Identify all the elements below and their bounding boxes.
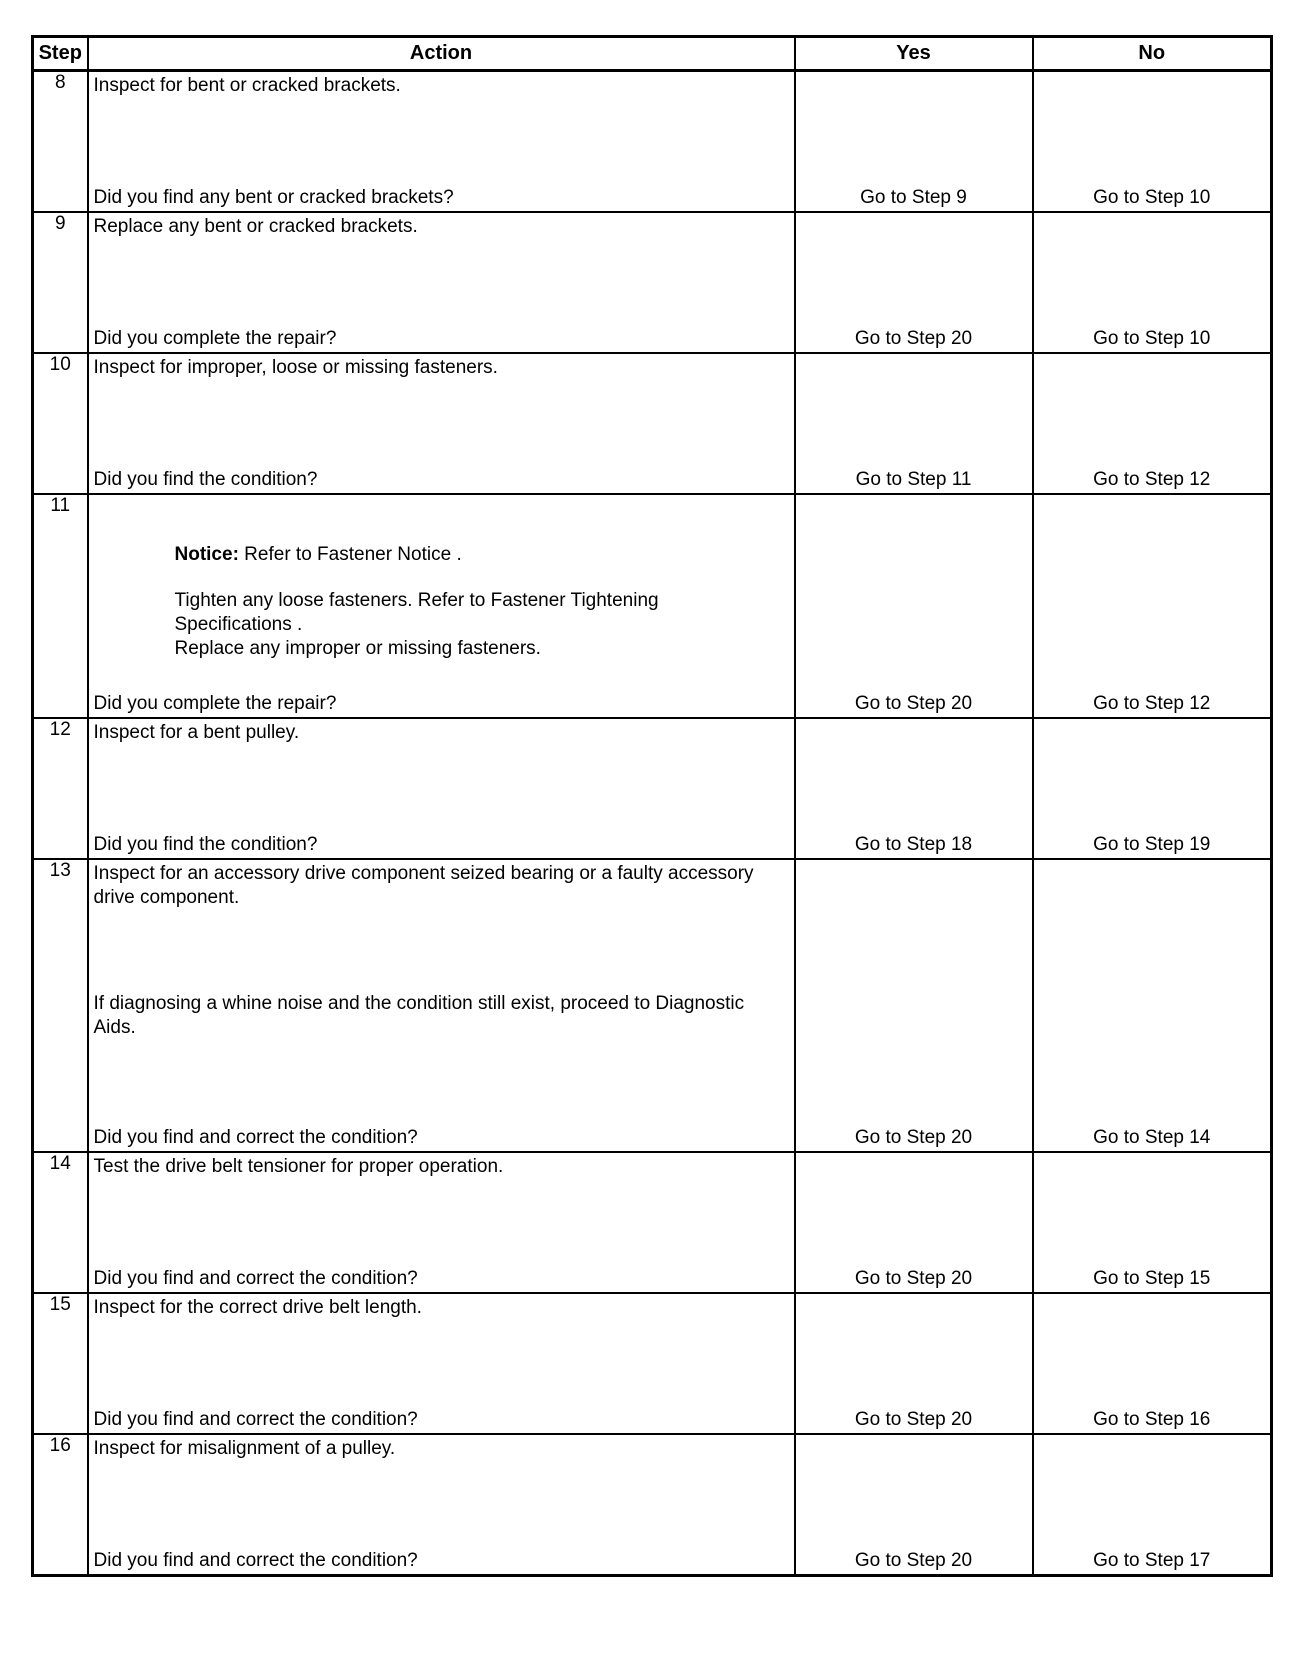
no-result: Go to Step 10 xyxy=(1093,187,1211,208)
table-row xyxy=(33,212,1272,353)
yes-cell xyxy=(795,859,1033,1152)
step-number: 16 xyxy=(33,1434,88,1576)
yes-result: Go to Step 18 xyxy=(854,834,973,855)
action-question: Did you complete the repair? xyxy=(93,328,337,349)
notice-line xyxy=(175,543,754,567)
action-cell xyxy=(88,1293,795,1434)
action-cell xyxy=(88,71,795,213)
yes-cell xyxy=(795,1293,1033,1434)
action-text: Test the drive belt tensioner for proper operation. xyxy=(93,1156,504,1177)
step-number: 8 xyxy=(33,71,88,213)
yes-cell xyxy=(795,1152,1033,1293)
header-yes: Yes xyxy=(795,37,1033,71)
yes-cell xyxy=(795,353,1033,494)
diagnostic-table xyxy=(31,35,1273,1577)
header-no: No xyxy=(1033,37,1272,71)
yes-cell xyxy=(795,718,1033,859)
step-number: 12 xyxy=(33,718,88,859)
header-step: Step xyxy=(33,37,88,71)
yes-result: Go to Step 20 xyxy=(854,1127,973,1148)
action-note: If diagnosing a whine noise and the condition still exist, proceed to Diagnostic Aids. xyxy=(93,993,745,1038)
yes-result: Go to Step 11 xyxy=(855,469,972,490)
table-row xyxy=(33,1293,1272,1434)
yes-cell xyxy=(795,71,1033,213)
action-question: Did you find and correct the condition? xyxy=(93,1127,418,1148)
no-result: Go to Step 17 xyxy=(1093,1550,1211,1571)
no-result: Go to Step 12 xyxy=(1093,469,1211,490)
table-row xyxy=(33,1434,1272,1576)
no-result: Go to Step 12 xyxy=(1093,693,1211,714)
action-cell xyxy=(88,212,795,353)
table-row xyxy=(33,494,1272,718)
action-question: Did you find the condition? xyxy=(93,469,318,490)
action-cell xyxy=(88,494,795,718)
no-cell xyxy=(1033,71,1272,213)
action-text: Inspect for misalignment of a pulley. xyxy=(93,1438,396,1459)
no-cell xyxy=(1033,1434,1272,1576)
no-result: Go to Step 16 xyxy=(1093,1409,1211,1430)
action-cell xyxy=(88,718,795,859)
yes-result: Go to Step 20 xyxy=(854,1409,973,1430)
action-cell xyxy=(88,859,795,1152)
action-question: Did you find and correct the condition? xyxy=(93,1409,418,1430)
action-text: Inspect for an accessory drive component seized bearing or a faulty accessory drive component. xyxy=(93,863,754,908)
notice-block xyxy=(175,543,754,661)
action-text: Replace any bent or cracked brackets. xyxy=(93,216,418,237)
action-question: Did you complete the repair? xyxy=(93,693,337,714)
no-result: Go to Step 19 xyxy=(1093,834,1211,855)
step-number: 14 xyxy=(33,1152,88,1293)
header-row xyxy=(33,37,1272,71)
yes-result: Go to Step 20 xyxy=(854,328,973,349)
header-action: Action xyxy=(88,37,795,71)
no-cell xyxy=(1033,859,1272,1152)
action-text: Inspect for improper, loose or missing fasteners. xyxy=(93,357,498,378)
yes-result: Go to Step 20 xyxy=(854,1550,973,1571)
action-question: Did you find the condition? xyxy=(93,834,318,855)
step-number: 13 xyxy=(33,859,88,1152)
instruction-text: Replace any improper or missing fasteners. xyxy=(174,638,541,659)
table-row xyxy=(33,1152,1272,1293)
step-number: 15 xyxy=(33,1293,88,1434)
no-cell xyxy=(1033,1293,1272,1434)
no-result: Go to Step 14 xyxy=(1093,1127,1211,1148)
yes-cell xyxy=(795,1434,1033,1576)
action-cell xyxy=(88,1152,795,1293)
table-row xyxy=(33,353,1272,494)
action-question: Did you find and correct the condition? xyxy=(93,1268,418,1289)
yes-cell xyxy=(795,494,1033,718)
yes-cell xyxy=(795,212,1033,353)
no-cell xyxy=(1033,212,1272,353)
action-text: Inspect for a bent pulley. xyxy=(93,722,300,743)
notice-text: Refer to Fastener Notice . xyxy=(238,544,462,565)
step-number: 10 xyxy=(33,353,88,494)
table-row xyxy=(33,71,1272,213)
yes-result: Go to Step 20 xyxy=(854,693,973,714)
no-cell xyxy=(1033,1152,1272,1293)
no-result: Go to Step 15 xyxy=(1093,1268,1211,1289)
action-question: Did you find any bent or cracked brackets? xyxy=(93,187,454,208)
yes-result: Go to Step 20 xyxy=(854,1268,973,1289)
instruction-text: Tighten any loose fasteners. Refer to Fastener Tightening Specifications . xyxy=(174,590,659,635)
table-row xyxy=(33,718,1272,859)
action-cell xyxy=(88,353,795,494)
action-text: Inspect for bent or cracked brackets. xyxy=(93,75,401,96)
yes-result: Go to Step 9 xyxy=(860,187,967,208)
no-cell xyxy=(1033,494,1272,718)
no-cell xyxy=(1033,353,1272,494)
no-result: Go to Step 10 xyxy=(1093,328,1211,349)
action-question: Did you find and correct the condition? xyxy=(93,1550,418,1571)
action-text: Inspect for the correct drive belt length. xyxy=(93,1297,422,1318)
no-cell xyxy=(1033,718,1272,859)
step-number: 9 xyxy=(33,212,88,353)
table-row xyxy=(33,859,1272,1152)
action-cell xyxy=(88,1434,795,1576)
notice-label: Notice: xyxy=(174,544,239,565)
step-number: 11 xyxy=(33,494,88,718)
